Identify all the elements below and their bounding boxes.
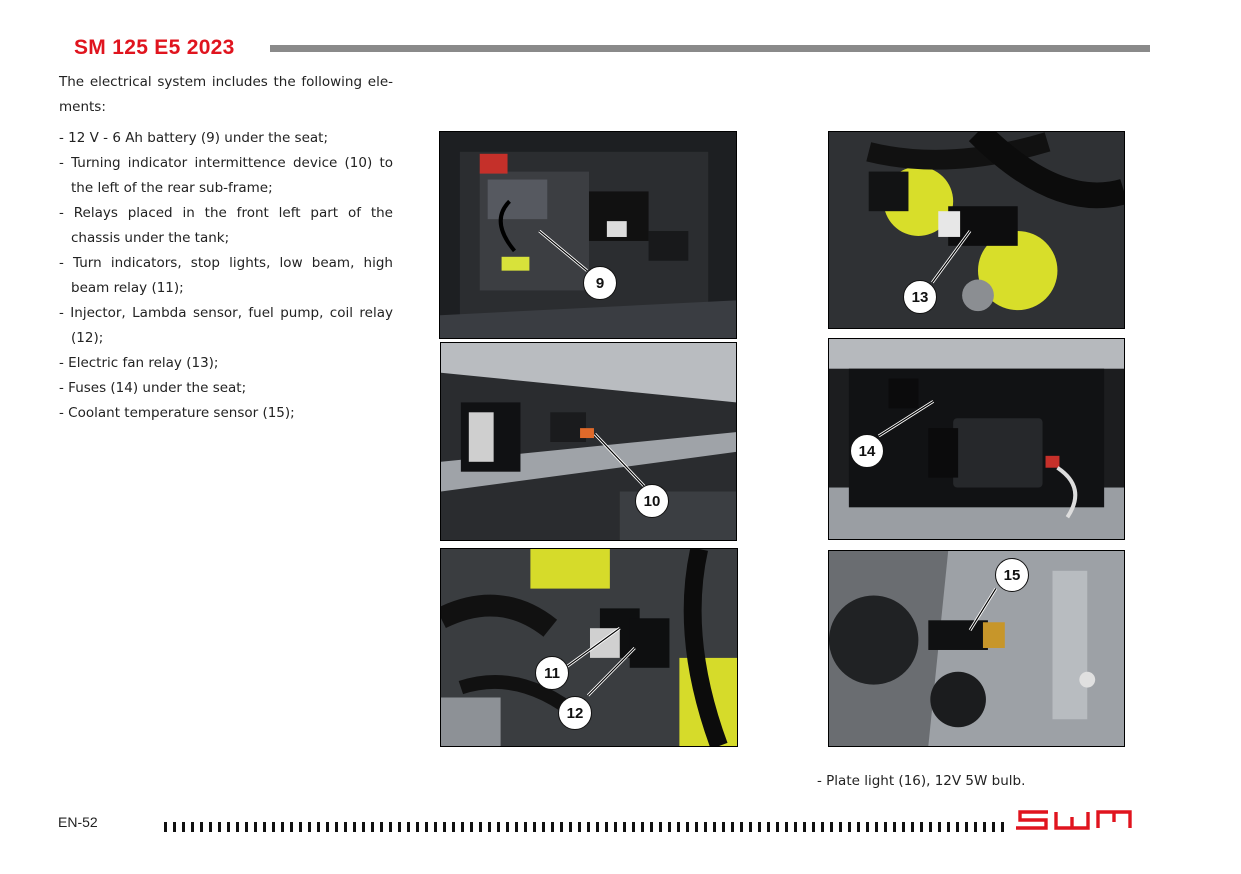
callout-15: 15 <box>995 558 1029 592</box>
list-item: - Turning indicator intermittence device (10) to the left of the rear sub-frame; <box>59 155 393 196</box>
list-item: - Fuses (14) under the seat; <box>59 380 247 396</box>
element-list <box>59 126 393 426</box>
page-title: SM 125 E5 2023 <box>74 36 235 59</box>
list-item: - 12 V - 6 Ah battery (9) under the seat; <box>59 130 328 146</box>
callout-14: 14 <box>850 434 884 468</box>
callout-10: 10 <box>635 484 669 518</box>
title-rule <box>270 45 1150 52</box>
photo-coolant-sensor <box>828 550 1125 747</box>
photo-indicator-device <box>440 342 737 541</box>
callout-9: 9 <box>583 266 617 300</box>
list-item: - Coolant temperature sensor (15); <box>59 405 295 421</box>
photo-relays <box>440 548 738 747</box>
page-number: EN-52 <box>58 814 98 830</box>
callout-13: 13 <box>903 280 937 314</box>
photo-battery <box>439 131 737 339</box>
list-item: - Relays placed in the front left part of the chassis under the tank; <box>59 205 393 246</box>
list-item: - Electric fan relay (13); <box>59 355 219 371</box>
footer-ticks <box>164 822 1006 832</box>
callout-11: 11 <box>535 656 569 690</box>
plate-light-note: - Plate light (16), 12V 5W bulb. <box>817 773 1026 789</box>
swm-logo <box>1014 809 1140 831</box>
callout-12: 12 <box>558 696 592 730</box>
intro-text: The electrical system includes the following ele-ments: <box>59 74 393 115</box>
photo-fan-relay <box>828 131 1125 329</box>
list-item: - Turn indicators, stop lights, low beam, high beam relay (11); <box>59 255 393 296</box>
list-item: - Injector, Lambda sensor, fuel pump, coil relay (12); <box>59 305 393 346</box>
photo-fuses <box>828 338 1125 540</box>
